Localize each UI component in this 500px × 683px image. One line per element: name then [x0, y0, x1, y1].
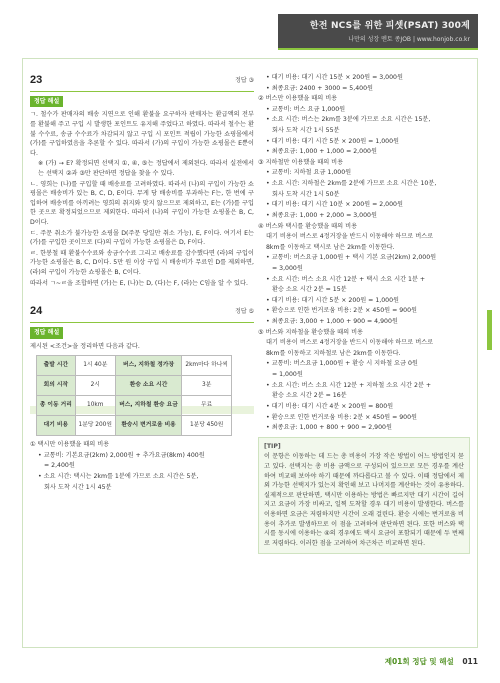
case-line: • 소요 시간: 버스 소요 시간 12분 + 택시 소요 시간 1분 +	[266, 275, 426, 283]
case-line: • 최종요금: 1,000 + 800 + 900 = 2,900원	[266, 424, 392, 432]
table-intro: 제시된 <조건>을 정리하면 다음과 같다.	[30, 342, 140, 350]
case-line: 8km를 이동하고 지하철로 남은 2km를 이동한다.	[266, 349, 401, 357]
case-line: • 최종요금: 1,000 + 1,000 = 2,000원	[266, 148, 377, 156]
case-line: 환승 소요 시간 2분 = 15분	[272, 286, 347, 294]
taxi-only-section	[30, 440, 254, 492]
table-row	[37, 396, 232, 416]
case-line: • 대기 비용: 대기 시간 10분 × 200원 = 2,000원	[266, 201, 403, 209]
case-line: • 대기 비용: 대기 시간 15분 × 200원 = 3,000원	[266, 74, 403, 81]
case-line: 대기 비용이 버스로 4정거장을 반드시 이동해야 하므로 버스로	[266, 339, 434, 347]
case-heading: ④ 버스와 택시를 환승했을 때의 비용	[258, 222, 358, 230]
case-line: 회사 도착 시간 1시 55분	[272, 127, 340, 135]
footer-label: 제01회 정답 및 해설	[384, 657, 454, 666]
table-cell: 2시	[75, 376, 115, 396]
explanation-paragraph: ㄴ. 영희는 (나)를 구입할 때 배송료를 고려하였다. 따라서 (나)의 구입이 가능한 쇼핑몰은 배송비가 있는 B, C, D, E이다. 무게 당 배송비를 부과하는 F는, 한 번에 구입하여 배송비를 아끼려는 영희의 취지와 맞지 않으므로 제외하고, E는 (가)를 구입한 곳으로 확정되었으므로 제외한다. 따라서 (나)의 구입이 가능한 쇼핑몰은 B, C, D이다.	[30, 180, 254, 227]
table-cell: 회의 시작	[37, 376, 76, 396]
case-line: • 대기 비용: 대기 시간 5분 × 200원 = 1,000원	[266, 137, 400, 145]
explanation-tag: 정답 해설	[30, 327, 63, 338]
answer-label: 정답 ⑤	[235, 308, 254, 316]
case-line: • 교통비: 버스요금 1,000원 + 환승 시 지하철 요금 0원	[266, 360, 418, 368]
table-cell: 2km마다 하나씩	[182, 356, 232, 376]
table-cell: 버스, 지하철 환승 요금	[115, 396, 182, 416]
table-cell: 3분	[182, 376, 232, 396]
table-cell: 1시 40분	[75, 356, 115, 376]
tip-box	[258, 437, 470, 555]
table-row	[37, 356, 232, 376]
case-line: = 3,000원	[272, 264, 303, 272]
case-line: • 대기 비용: 대기 시간 5분 × 200원 = 1,000원	[266, 296, 400, 304]
case-line: • 최종요금: 2400 + 3000 = 5,400원	[266, 84, 373, 92]
case-line: 환승 소요 시간 2분 = 16분	[272, 392, 347, 400]
table-cell: 10km	[75, 396, 115, 416]
table-cell: 버스, 지하철 정가장	[115, 356, 182, 376]
explanation-tag: 정답 해설	[30, 96, 63, 107]
left-column	[30, 72, 254, 493]
case-line: • 교통비: 버스요금 1,000원 + 택시 기본 요금(2km) 2,000원	[266, 254, 437, 262]
question-23-header	[30, 72, 254, 92]
answer-label: 정답 ③	[235, 76, 254, 84]
question-24-header	[30, 303, 254, 323]
table-cell: 무료	[182, 396, 232, 416]
page-footer	[385, 656, 478, 668]
table-cell: 대기 비용	[37, 416, 76, 436]
table-cell: 환승 소요 시간	[115, 376, 182, 396]
case-line: • 소요 시간: 택시는 2km를 1분에 가므로 소요 시간은 5분,	[38, 473, 199, 481]
tip-title: [TIP]	[264, 442, 281, 450]
case-heading: ② 버스만 이용했을 때의 비용	[258, 95, 338, 103]
header-accent-line	[278, 48, 478, 50]
explanation-conclusion: 따라서 ㄱ~ㄹ을 조합하면 (가)는 E, (나)는 D, (다)는 F, (라)는 C임을 알 수 있다.	[30, 279, 248, 287]
case-line: • 교통비: 기본요금(2km) 2,000원 + 추가요금(8km) 400원	[38, 451, 205, 459]
case-line: • 환승으로 인한 번거로움 비용: 2분 × 450원 = 900원	[266, 307, 418, 315]
explanation-note: ※ (가) → E? 확정되면 선택지 ①, ④, ⑤는 정답에서 제외된다. 따라서 실전에서는 선택지 ②과 ③만 판단하면 정답을 찾을 수 있다.	[38, 160, 254, 177]
case-line: • 소요 시간: 지하철은 2km를 2분에 가므로 소요 시간은 10분,	[266, 180, 437, 188]
page-number: 011	[462, 657, 478, 666]
case-heading: ⑤ 버스와 지하철을 환승했을 때의 비용	[258, 328, 364, 336]
case-heading: ① 택시만 이용했을 때의 비용	[30, 441, 110, 449]
case-line: • 소요 시간: 버스 소요 시간 12분 + 지하철 소요 시간 2분 +	[266, 381, 432, 389]
case-line: • 환승으로 인한 번거로움 비용: 2분 × 450원 = 900원	[266, 413, 418, 421]
book-subtitle: 나만의 성장 멘토 종JOB | www.honjob.co.kr	[348, 35, 470, 43]
table-cell: 1분당 450원	[182, 416, 232, 436]
explanation-paragraph: ㄹ. 한봉철 때 환불수수료와 송금수수료 그리고 배송료를 감수했다면 (라)의 구입이 가능한 쇼핑몰은 B, C, D이다. 5만 원 이상 구입 시 배송비가 무료인 D를 제외하면, (라)의 구입이 가능한 쇼핑몰은 B, C이다.	[30, 249, 254, 277]
explanation-paragraph: ㄱ. 철수가 판매자의 배송 지연으로 인해 환불을 요구하자 판매자는 환급액의 전부를 환불해 주고 구입 시 발생한 포인트도 유지해 주었다고 하였다. 따라서 철수는 환불 수수료, 송금 수수료가 차감되지 않고 구입 시 포인트 적립이 가능한 쇼핑몰에서 (가)를 구입하였음을 추론할 수 있다. 따라서 (가)의 구입이 가능한 쇼핑몰은 E뿐이다.	[30, 111, 254, 157]
case-line: 대기 비용이 버스로 4정거장을 반드시 이동해야 하므로 버스로	[266, 233, 434, 241]
table-cell: 환승시 변거로움 비용	[115, 416, 182, 436]
case-line: • 소요 시간: 버스는 2km를 3분에 가므로 소요 시간은 15분,	[266, 116, 431, 124]
case-line: • 최종요금: 3,000 + 1,000 + 900 = 4,900원	[266, 318, 398, 326]
table-cell: 총 이동 거리	[37, 396, 76, 416]
case-line: • 교통비: 지하철 요금 1,000원	[266, 169, 352, 177]
page-header	[278, 14, 478, 48]
book-title: 한전 NCS를 위한 피셋(PSAT) 300제	[309, 21, 470, 31]
conditions-table	[36, 355, 232, 436]
question-number: 24	[30, 305, 43, 318]
table-cell: 1분당 200원	[75, 416, 115, 436]
case-line: • 교통비: 버스 요금 1,000원	[266, 105, 346, 113]
side-tab-mark	[487, 310, 492, 350]
case-line: = 2,400원	[44, 462, 75, 470]
question-number: 23	[30, 74, 43, 86]
case-heading: ③ 지하철만 이용했을 때의 비용	[258, 158, 344, 166]
table-row	[37, 376, 232, 396]
q23-explanation	[30, 110, 254, 288]
case-line: • 대기 비용: 대기 시간 4분 × 200원 = 800원	[266, 402, 394, 410]
case-line: • 최종요금: 1,000 + 2,000 = 3,000원	[266, 211, 377, 219]
case-line: 회사 도착 시간 1시 50분	[272, 190, 340, 198]
case-line: 회사 도착 시간 1시 45분	[44, 483, 112, 491]
case-line: = 1,000원	[272, 371, 303, 379]
tip-text: 이 문항은 이동하는 데 드는 총 비용이 가장 작은 방법이 어느 방법인지 묻고 있다. 선택지는 총 비용 금액으로 구성되어 있으므로 모든 경우를 계산하여 비교해 보아야 하기 때문에 까다롭다고 볼 수 있다. 이때 정답에서 제외 가능한 선택지가 있는지 확인해 보고 나머지를 계산하는 것이 유용하다. 실제적으로 판단하면, 택시만 이용하는 방법은 빠르지만 대기 시간이 길어지고 요금이 가장 비싸고, 일찍 도착할 경우 대기 비용이 발생한다. 버스를 이용하면 요금은 저렴하지만 시간이 오래 걸린다. 환승 시에는 번거로움 비용이 추가로 발생하므로 이 점을 고려하여 판단하면 된다. 또한 버스와 택시를 동시에 이용하는 ④의 경우에도 택시 요금이 포함되기 때문에 두 번째로 저렴하다. 이러한 점을 고려하여 차근차근 비교하면 된다.	[264, 453, 464, 547]
case-line: 8km를 이동하고 택시로 남은 2km를 이동한다.	[266, 243, 395, 251]
table-row	[37, 416, 232, 436]
right-column	[258, 72, 470, 554]
table-cell: 출발 시간	[37, 356, 76, 376]
explanation-paragraph: ㄷ. 주문 취소가 불가능한 쇼핑몰 D(주문 당일만 취소 가능), E, F이다. 여기서 E는 (가)를 구입한 곳이므로 (다)의 구입이 가능한 쇼핑몰은 D, F이다.	[30, 229, 254, 247]
